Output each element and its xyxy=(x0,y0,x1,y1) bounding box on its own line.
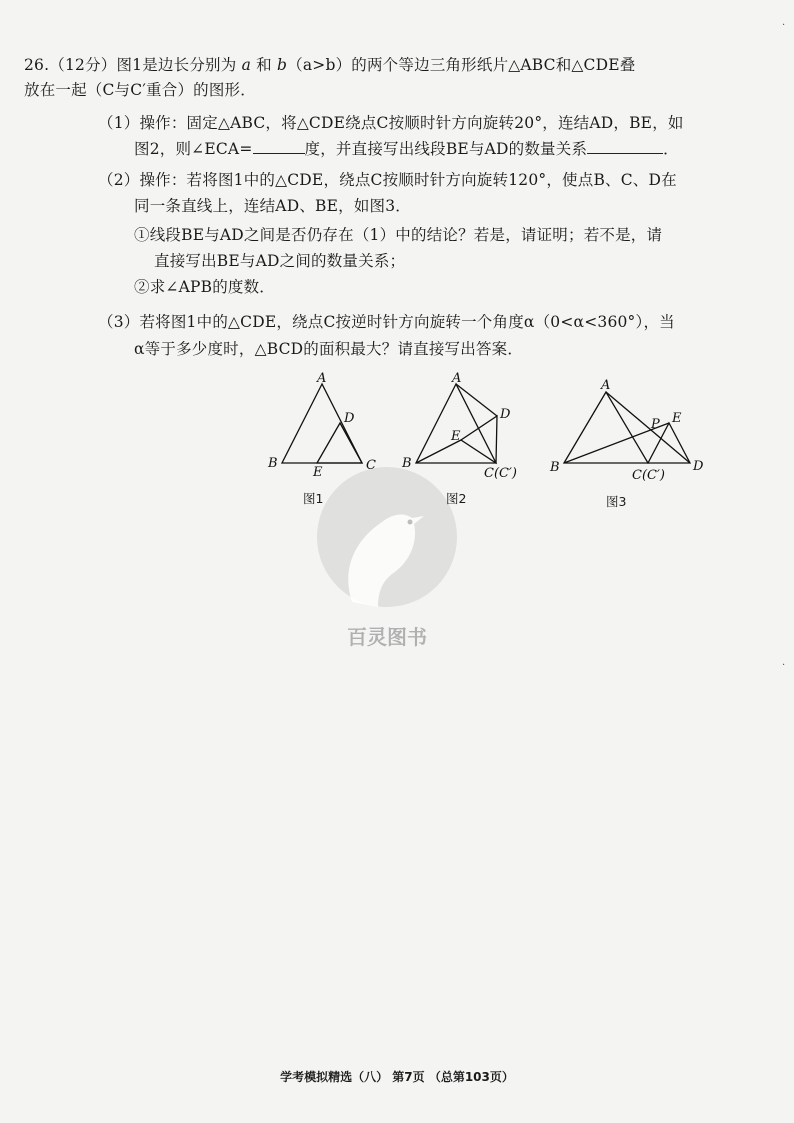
part2-line-1: （2）操作：若将图1中的△CDE，绕点C按顺时针方向旋转120°，使点B、C、D在 xyxy=(98,171,677,189)
label-a: A xyxy=(317,371,327,386)
part3-line-1: （3）若将图1中的△CDE，绕点C按逆时针方向旋转一个角度α（0<α<360°），当 xyxy=(98,313,675,331)
triangle-cde xyxy=(461,416,497,463)
label-d: D xyxy=(693,459,704,474)
publisher-watermark xyxy=(312,462,462,662)
label-b: B xyxy=(550,460,560,475)
triangle-abc xyxy=(416,384,496,463)
label-c: C(C′) xyxy=(632,468,665,483)
label-b: B xyxy=(402,456,412,471)
answer-blank-relation[interactable] xyxy=(587,139,663,154)
segment-ad xyxy=(456,384,497,416)
part2-sub2: ②求∠APB的度数． xyxy=(134,278,276,296)
label-b: B xyxy=(268,456,278,471)
label-a: A xyxy=(601,378,611,393)
figure-3 xyxy=(546,370,716,489)
figure-2-caption: 图2 xyxy=(446,491,467,506)
margin-mark-mid: · xyxy=(782,660,786,671)
label-c: C xyxy=(366,458,376,473)
watermark-text: 百灵图书 xyxy=(347,625,427,649)
label-e: E xyxy=(313,465,323,480)
label-e: E xyxy=(451,429,461,444)
margin-mark-top: · xyxy=(782,20,786,31)
part2-sub1-line-2: 直接写出BE与AD之间的数量关系； xyxy=(154,252,406,270)
triangle-abc xyxy=(564,392,648,463)
part1-line-2: 图2，则∠ECA= 度，并直接写出线段BE与AD的数量关系 ． xyxy=(134,140,679,158)
part1-line-1: （1）操作：固定△ABC，将△CDE绕点C按顺时针方向旋转20°，连结AD，BE，如 xyxy=(98,114,684,132)
figure-3-caption: 图3 xyxy=(606,494,627,509)
label-c: C(C′) xyxy=(484,466,517,481)
segment-ad xyxy=(606,392,690,463)
part3-line-2: α等于多少度时，△BCD的面积最大？请直接写出答案． xyxy=(134,340,524,358)
label-d: D xyxy=(344,411,355,426)
page-footer: 学考模拟精选（八） 第7页 （总第103页） xyxy=(280,1070,514,1084)
part2-line-2: 同一条直线上，连结AD、BE，如图3． xyxy=(134,197,411,215)
question-line-1: 26.（12分）图1是边长分别为 a 和 b（a>b）的两个等边三角形纸片△ABC和△CDE叠 xyxy=(24,56,636,74)
label-a: A xyxy=(452,371,462,386)
part2-sub1-line-1: ①线段BE与AD之间是否仍存在（1）中的结论？若是，请证明；若不是，请 xyxy=(134,226,663,244)
label-e: E xyxy=(672,411,682,426)
label-d: D xyxy=(500,407,511,422)
question-line-2: 放在一起（C与C′重合）的图形． xyxy=(24,81,256,99)
figure-1-caption: 图1 xyxy=(303,491,324,506)
triangle-cde xyxy=(317,423,362,463)
answer-blank-angle[interactable] xyxy=(253,139,305,154)
label-p: P xyxy=(651,417,660,432)
figure-1 xyxy=(262,370,387,484)
figure-2 xyxy=(398,370,533,489)
